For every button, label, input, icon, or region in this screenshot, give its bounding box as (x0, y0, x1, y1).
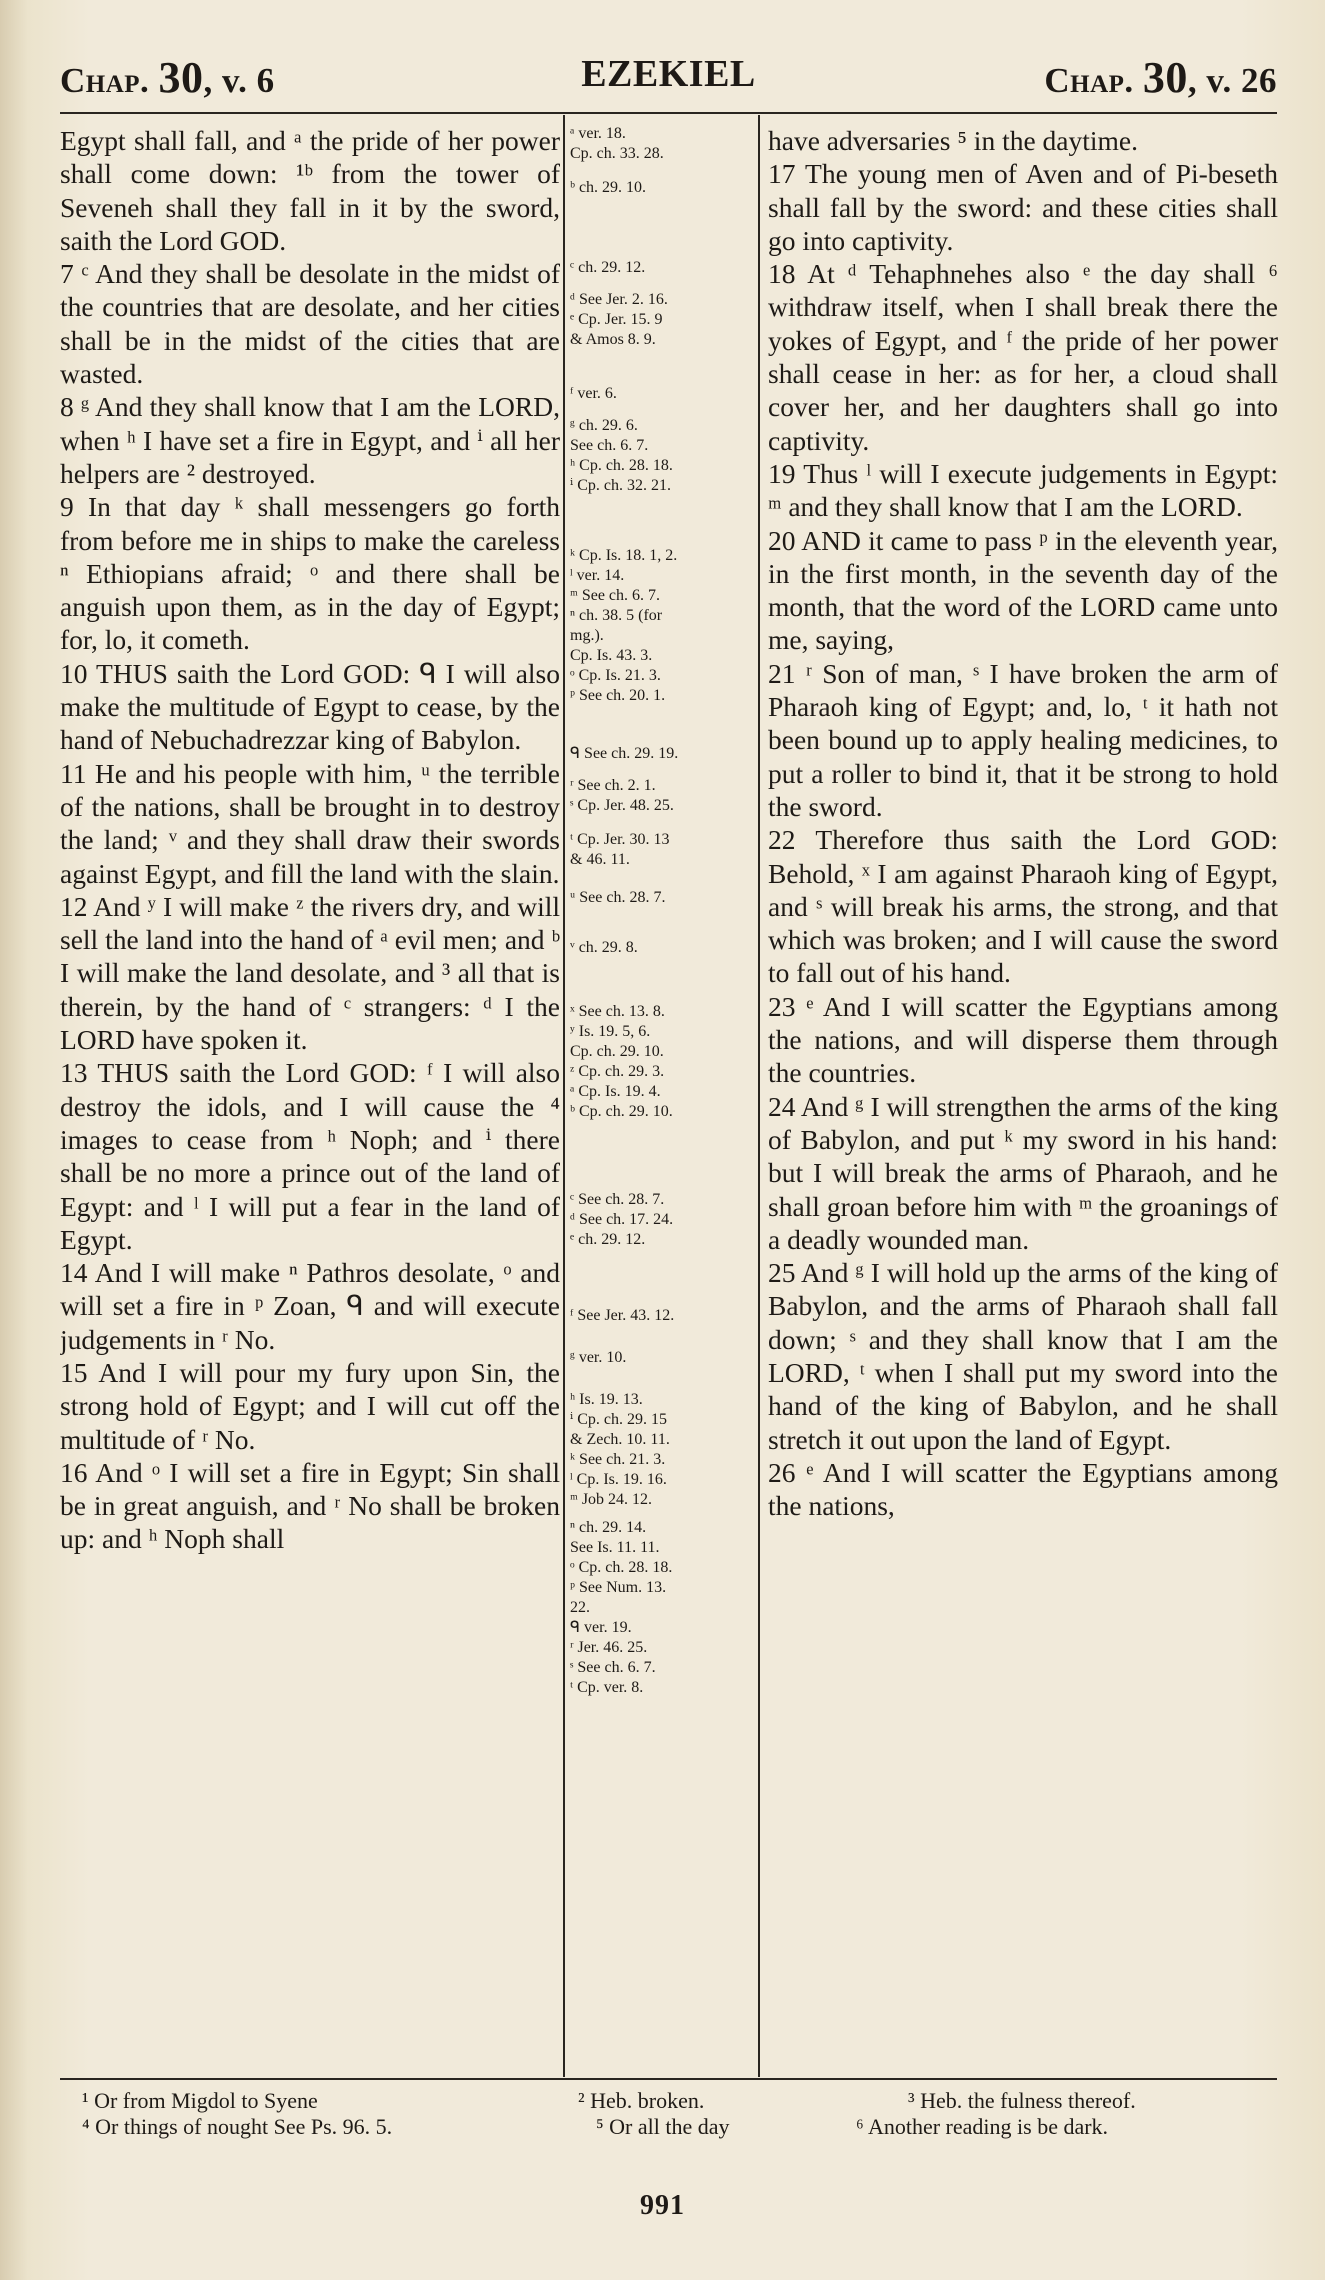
cross-reference: ᵈ See Jer. 2. 16. ᵉ Cp. Jer. 15. 9 & Amos 8. 9. (570, 291, 668, 348)
cross-reference (570, 958, 755, 1002)
cross-reference: ᵃ ver. 18. Cp. ch. 33. 28. (570, 125, 664, 162)
cross-reference (570, 1250, 755, 1306)
cross-reference: ᵍ ch. 29. 6. See ch. 6. 7. ʰ Cp. ch. 28. 18. ⁱ Cp. ch. 32. 21. (570, 417, 673, 494)
verse-13: 13 THUS saith the Lord GOD: ᶠ I will also destroy the idols, and I will cause the ⁴ images to cease from ʰ Noph; and ⁱ there shall be no more a prince out of the land of Egypt: and ˡ I will put a fear in the land of Egypt. (60, 1057, 560, 1255)
verse-17: 17 The young men of Aven and of Pi-beseth shall fall by the sword: and these cities shall go into captivity. (768, 158, 1278, 256)
cross-reference (570, 198, 755, 258)
cross-reference: ⁿ ch. 29. 14. See Is. 11. 11. ᵒ Cp. ch. 28. 18. ᵖ See Num. 13. 22. ᑫ ver. 19. ʳ Jer. 46. 25. ˢ See ch. 6. 7. ᵗ Cp. ver. 8. (570, 1519, 673, 1696)
column-rule-left (563, 115, 565, 2077)
verse-19: 19 Thus ˡ will I execute judgements in Egypt: ᵐ and they shall know that I am the LORD. (768, 457, 1278, 523)
verse-11: 11 He and his people with him, ᵘ the terrible of the nations, shall be brought in to destroy the land; ᵛ and they shall draw their swords against Egypt, and fill the land with the slain. (60, 757, 560, 889)
verse-24: 24 And ᵍ I will strengthen the arms of the king of Babylon, and put ᵏ my sword in his hand: but I will break the arms of Pharaoh, and he shall groan before him with ᵐ the groanings of a deadly wounded man. (768, 1090, 1278, 1255)
verse-9: 9 In that day ᵏ shall messengers go forth from before me in ships to make the careless ⁿ Ethiopians afraid; ᵒ and there shall be anguish upon them, as in the day of Egypt; for, lo, it cometh. (60, 491, 560, 656)
cross-reference-column (570, 124, 755, 2064)
cross-reference: ᶜ See ch. 28. 7. ᵈ See ch. 17. 24. ᵉ ch. 29. 12. (570, 1191, 674, 1248)
footnote-4: ⁴ Or things of nought See Ps. 96. 5. (82, 2114, 393, 2139)
cross-reference (570, 350, 755, 384)
header-right-reference: Chap. 30, v. 26 (1044, 53, 1277, 102)
column-rule-right (758, 115, 760, 2077)
header-right-verse: , v. 26 (1187, 61, 1277, 100)
running-header (60, 52, 1277, 112)
footnote-5: ⁵ Or all the day (596, 2114, 730, 2139)
header-left-chapter: 30 (158, 53, 204, 102)
verse-10: 10 THUS saith the Lord GOD: ᑫ I will also make the multitude of Egypt to cease, by the hand of Nebuchadrezzar king of Babylon. (60, 657, 560, 756)
verse-26: 26 ᵉ And I will scatter the Egyptians among the nations, (768, 1456, 1278, 1522)
cross-reference: ᶠ See Jer. 43. 12. (570, 1307, 675, 1324)
cross-reference: ᑫ See ch. 29. 19. (570, 745, 679, 762)
verse-text: have adversaries ⁵ in the daytime. (768, 125, 1139, 156)
verse-21: 21 ʳ Son of man, ˢ I have broken the arm of Pharaoh king of Egypt; and, lo, ᵗ it hath not been bound up to apply healing medicines, to put a roller to bind it, that it be strong to hold the sword. (768, 657, 1278, 822)
verse-7: 7 ᶜ And they shall be desolate in the midst of the countries that are desolate, and her cities shall be in the midst of the cities that are wasted. (60, 258, 560, 390)
cross-reference (570, 496, 755, 546)
footnote-6: ⁶ Another reading is be dark. (856, 2114, 1109, 2139)
cross-reference (570, 706, 755, 744)
footnote-3: ³ Heb. the fulness thereof. (908, 2088, 1136, 2113)
verse-18: 18 At ᵈ Tehaphnehes also ᵉ the day shall ⁶ withdraw itself, when I shall break there the yokes of Egypt, and ᶠ the pride of her power shall cease in her: as for her, a cloud shall cover her, and her daughters shall go into captivity. (768, 258, 1278, 456)
verse-22: 22 Therefore thus saith the Lord GOD: Behold, ˣ I am against Pharaoh king of Egypt, and ˢ will break his arms, the strong, and that which was broken; and I will cause the sword to fall out of his hand. (768, 824, 1278, 989)
header-rule (60, 112, 1277, 114)
cross-reference: ᶜ ch. 29. 12. (570, 259, 646, 276)
verse-16: 16 And ᵒ I will set a fire in Egypt; Sin shall be in great anguish, and ʳ No shall be broken up: and ʰ Noph shall (60, 1456, 560, 1555)
header-left-reference: Chap. 30, v. 6 (60, 53, 275, 102)
cross-reference: ᵏ Cp. Is. 18. 1, 2. ˡ ver. 14. ᵐ See ch. 6. 7. ⁿ ch. 38. 5 (for mg.). Cp. Is. 43. 3. ᵒ Cp. Is. 21. 3. ᵖ See ch. 20. 1. (570, 547, 678, 704)
header-right-chapter: 30 (1142, 53, 1188, 102)
page-number: 991 (640, 2190, 685, 2221)
right-text-column (768, 124, 1278, 2064)
verse-23: 23 ᵉ And I will scatter the Egyptians among the nations, and will disperse them through the countries. (768, 990, 1278, 1089)
cross-reference: ᶠ ver. 6. (570, 385, 617, 402)
verse-12: 12 And ʸ I will make ᶻ the rivers dry, and will sell the land into the hand of ᵃ evil men; and ᵇ I will make the land desolate, and ³ all that is therein, by the hand of ᶜ strangers: ᵈ I the LORD have spoken it. (60, 890, 560, 1056)
cross-reference: ᵗ Cp. Jer. 30. 13 & 46. 11. (570, 831, 670, 868)
cross-reference (570, 1122, 755, 1190)
verse-8: 8 ᵍ And they shall know that I am the LORD, when ʰ I have set a fire in Egypt, and ⁱ all her helpers are ² destroyed. (60, 391, 560, 489)
footnote-rule (60, 2078, 1277, 2080)
book-title: EZEKIEL (581, 53, 756, 95)
cross-reference: ʰ Is. 19. 13. ⁱ Cp. ch. 29. 15 & Zech. 10. 11. ᵏ See ch. 21. 3. ˡ Cp. Is. 19. 16. ᵐ Job 24. 12. (570, 1391, 670, 1508)
header-left-verse: , v. 6 (203, 61, 275, 100)
verse-15: 15 And I will pour my fury upon Sin, the strong hold of Egypt; and I will cut off the multitude of ʳ No. (60, 1356, 560, 1455)
footnote-1: ¹ Or from Migdol to Syene (82, 2088, 318, 2113)
verse-25: 25 And ᵍ I will hold up the arms of the king of Babylon, and the arms of Pharaoh shall fall down; ˢ and they shall know that I am the LORD, ᵗ when I shall put my sword into the hand of the king of Babylon, and he shall stretch it out upon the land of Egypt. (768, 1257, 1278, 1455)
cross-reference: ᵛ ch. 29. 8. (570, 939, 638, 956)
cross-reference: ᵇ ch. 29. 10. (570, 179, 647, 196)
footnotes (60, 2088, 1277, 2178)
footnote-2: ² Heb. broken. (578, 2088, 705, 2113)
cross-reference: ˣ See ch. 13. 8. ʸ Is. 19. 5, 6. Cp. ch. 29. 10. ᶻ Cp. ch. 29. 3. ᵃ Cp. Is. 19. 4. ᵇ Cp. ch. 29. 10. (570, 1003, 673, 1120)
cross-reference: ʳ See ch. 2. 1. ˢ Cp. Jer. 48. 25. (570, 777, 674, 814)
left-text-column (60, 124, 560, 2064)
cross-reference: ᵘ See ch. 28. 7. (570, 889, 666, 906)
verse-text: Egypt shall fall, and ᵃ the pride of her power shall come down: ¹ᵇ from the tower of Seveneh shall they fall in it by the sword, saith the Lord GOD. (60, 125, 560, 256)
verse-20: 20 AND it came to pass ᵖ in the eleventh year, in the first month, in the seventh day of the month, that the word of the LORD came unto me, saying, (768, 524, 1278, 656)
cross-reference (570, 908, 755, 938)
cross-reference: ᵍ ver. 10. (570, 1349, 627, 1366)
verse-14: 14 And I will make ⁿ Pathros desolate, ᵒ and will set a fire in ᵖ Zoan, ᑫ and will execute judgements in ʳ No. (60, 1257, 560, 1355)
